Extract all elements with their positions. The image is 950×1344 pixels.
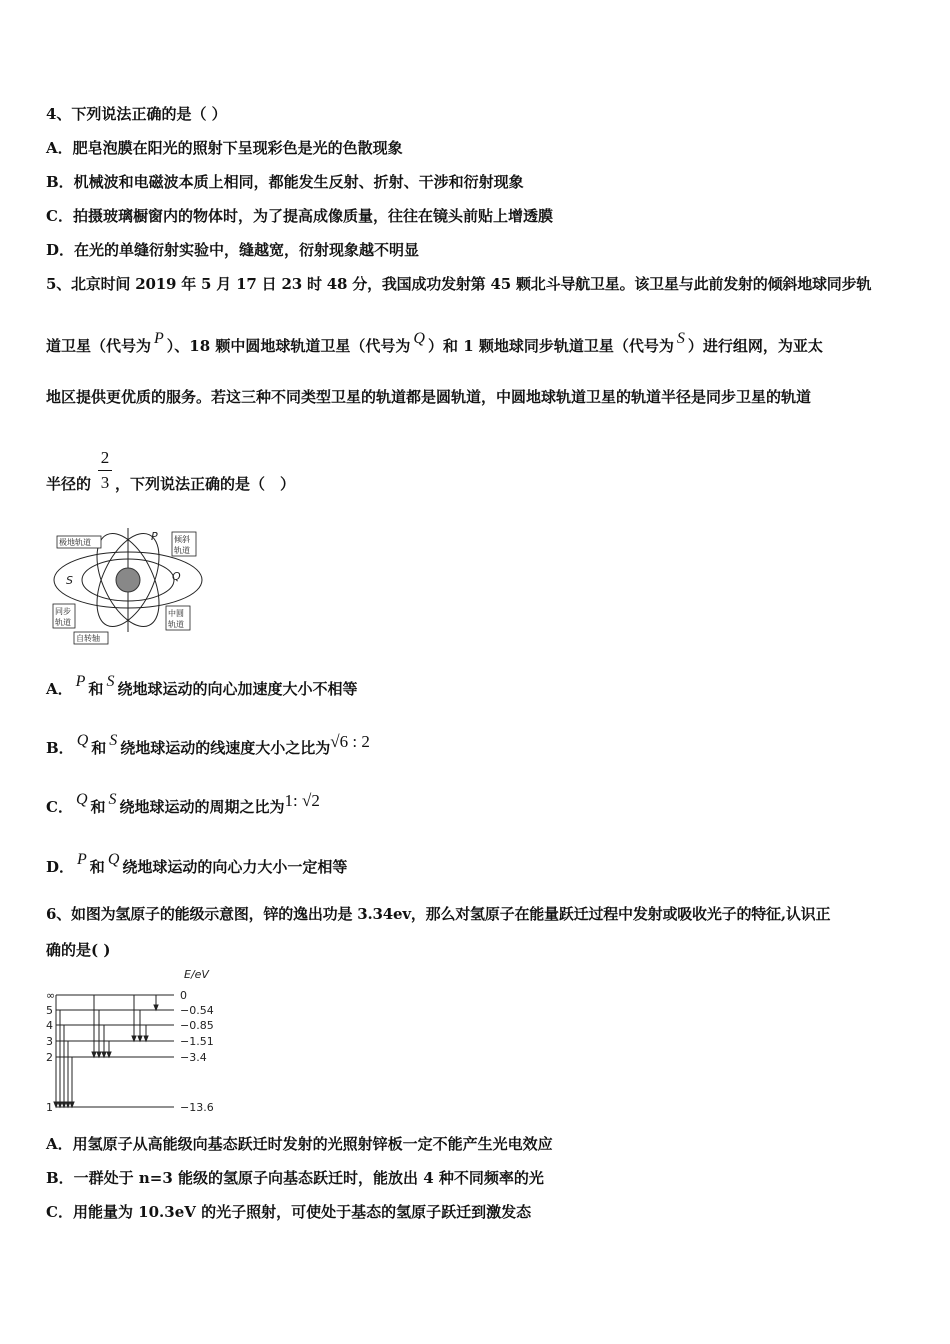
energy-level-n: 1 xyxy=(46,1101,53,1114)
label-polar-orbit: 极地轨道 xyxy=(59,538,91,547)
q5-option-d: D． P 和 Q 绕地球运动的向心力大小一定相等 xyxy=(46,851,348,876)
label-s: S xyxy=(66,574,73,587)
q6-line1: 6、如图为氢原子的能级示意图，锌的逸出功是 3.34ev，那么对氢原子在能量跃迁过程中发射或吸收光子的特征,认识正 xyxy=(46,905,831,923)
energy-level-n: ∞ xyxy=(46,989,56,1002)
label-incline-1: 倾斜 xyxy=(174,535,190,544)
transition-arrowhead xyxy=(102,1052,106,1057)
energy-level-value: −0.54 xyxy=(180,1004,214,1017)
energy-level-n: 3 xyxy=(46,1035,53,1048)
transition-arrowhead xyxy=(144,1036,148,1041)
ratio-b: √6 : 2 xyxy=(330,732,370,751)
q4-option-d: D．在光的单缝衍射实验中，缝越宽，衍射现象越不明显 xyxy=(46,241,420,259)
symbol-s: S xyxy=(676,330,685,347)
transition-arrowhead xyxy=(107,1052,111,1057)
q4-option-c: C．拍摄玻璃橱窗内的物体时，为了提高成像质量，往往在镜头前贴上增透膜 xyxy=(46,207,553,225)
q6-option-c: C．用能量为 10.3eV 的光子照射，可使处于基态的氢原子跃迁到激发态 xyxy=(46,1203,532,1221)
orbit-diagram xyxy=(50,528,210,650)
energy-level-value: −3.4 xyxy=(180,1051,207,1064)
ratio-c: 1: √2 xyxy=(284,791,320,810)
q5-line4: 半径的 ，下列说法正确的是（ ） xyxy=(46,475,296,493)
label-p: P xyxy=(151,530,158,543)
transition-arrowhead xyxy=(154,1005,158,1010)
transition-arrowhead xyxy=(92,1052,96,1057)
transition-arrowhead xyxy=(66,1102,70,1107)
transition-arrowhead xyxy=(70,1102,74,1107)
energy-level-diagram xyxy=(44,966,234,1118)
label-mid-2: 轨道 xyxy=(168,620,184,629)
q4-option-b: B．机械波和电磁波本质上相同，都能发生反射、折射、干涉和衍射现象 xyxy=(46,173,524,191)
label-sync-2: 轨道 xyxy=(55,618,71,627)
transition-arrowhead xyxy=(58,1102,62,1107)
energy-level-value: 0 xyxy=(180,989,187,1002)
q4-option-a: A．肥皂泡膜在阳光的照射下呈现彩色是光的色散现象 xyxy=(46,139,403,157)
label-q: Q xyxy=(172,570,181,583)
transition-arrowhead xyxy=(138,1036,142,1041)
q5-option-a: A． P 和 S 绕地球运动的向心加速度大小不相等 xyxy=(46,673,358,698)
label-mid-1: 中圆 xyxy=(168,609,184,618)
label-sync-1: 同步 xyxy=(55,607,71,616)
q6-option-a: A．用氢原子从高能级向基态跃迁时发射的光照射锌板一定不能产生光电效应 xyxy=(46,1135,553,1153)
q5-line2: 道卫星（代号为 P ）、18 颗中圆地球轨道卫星（代号为 Q ）和 1 颗地球同步轨道卫星（代号为 S ）进行组网，为亚太 xyxy=(46,330,823,355)
q5-line3: 地区提供更优质的服务。若这三种不同类型卫星的轨道都是圆轨道，中圆地球轨道卫星的轨道半径是同步卫星的轨道 xyxy=(46,388,812,406)
transition-arrowhead xyxy=(62,1102,66,1107)
symbol-q: Q xyxy=(413,330,425,347)
energy-level-n: 5 xyxy=(46,1004,53,1017)
q5-option-c: C． Q 和 S 绕地球运动的周期之比为1: √2 xyxy=(46,791,320,816)
q5-line1: 5、北京时间 2019 年 5 月 17 日 23 时 48 分，我国成功发射第 45 颗北斗导航卫星。该卫星与此前发射的倾斜地球同步轨 xyxy=(46,275,872,293)
q6-line2: 确的是( ) xyxy=(46,941,111,959)
transition-arrowhead xyxy=(132,1036,136,1041)
transition-arrowhead xyxy=(97,1052,101,1057)
fraction-two-thirds: 2 3 xyxy=(98,448,112,493)
q4-stem: 4、下列说法正确的是（ ） xyxy=(46,105,227,123)
label-axis: 自转轴 xyxy=(76,634,100,643)
energy-axis-label: E/eV xyxy=(184,968,209,981)
energy-level-n: 2 xyxy=(46,1051,53,1064)
energy-level-value: −0.85 xyxy=(180,1019,214,1032)
transition-arrowhead xyxy=(54,1102,58,1107)
q6-option-b: B．一群处于 n=3 能级的氢原子向基态跃迁时，能放出 4 种不同频率的光 xyxy=(46,1169,544,1187)
q5-option-b: B． Q 和 S 绕地球运动的线速度大小之比为√6 : 2 xyxy=(46,732,370,757)
energy-level-value: −13.6 xyxy=(180,1101,214,1114)
energy-level-n: 4 xyxy=(46,1019,53,1032)
label-incline-2: 轨道 xyxy=(174,546,190,555)
symbol-p: P xyxy=(154,330,164,347)
energy-level-value: −1.51 xyxy=(180,1035,214,1048)
